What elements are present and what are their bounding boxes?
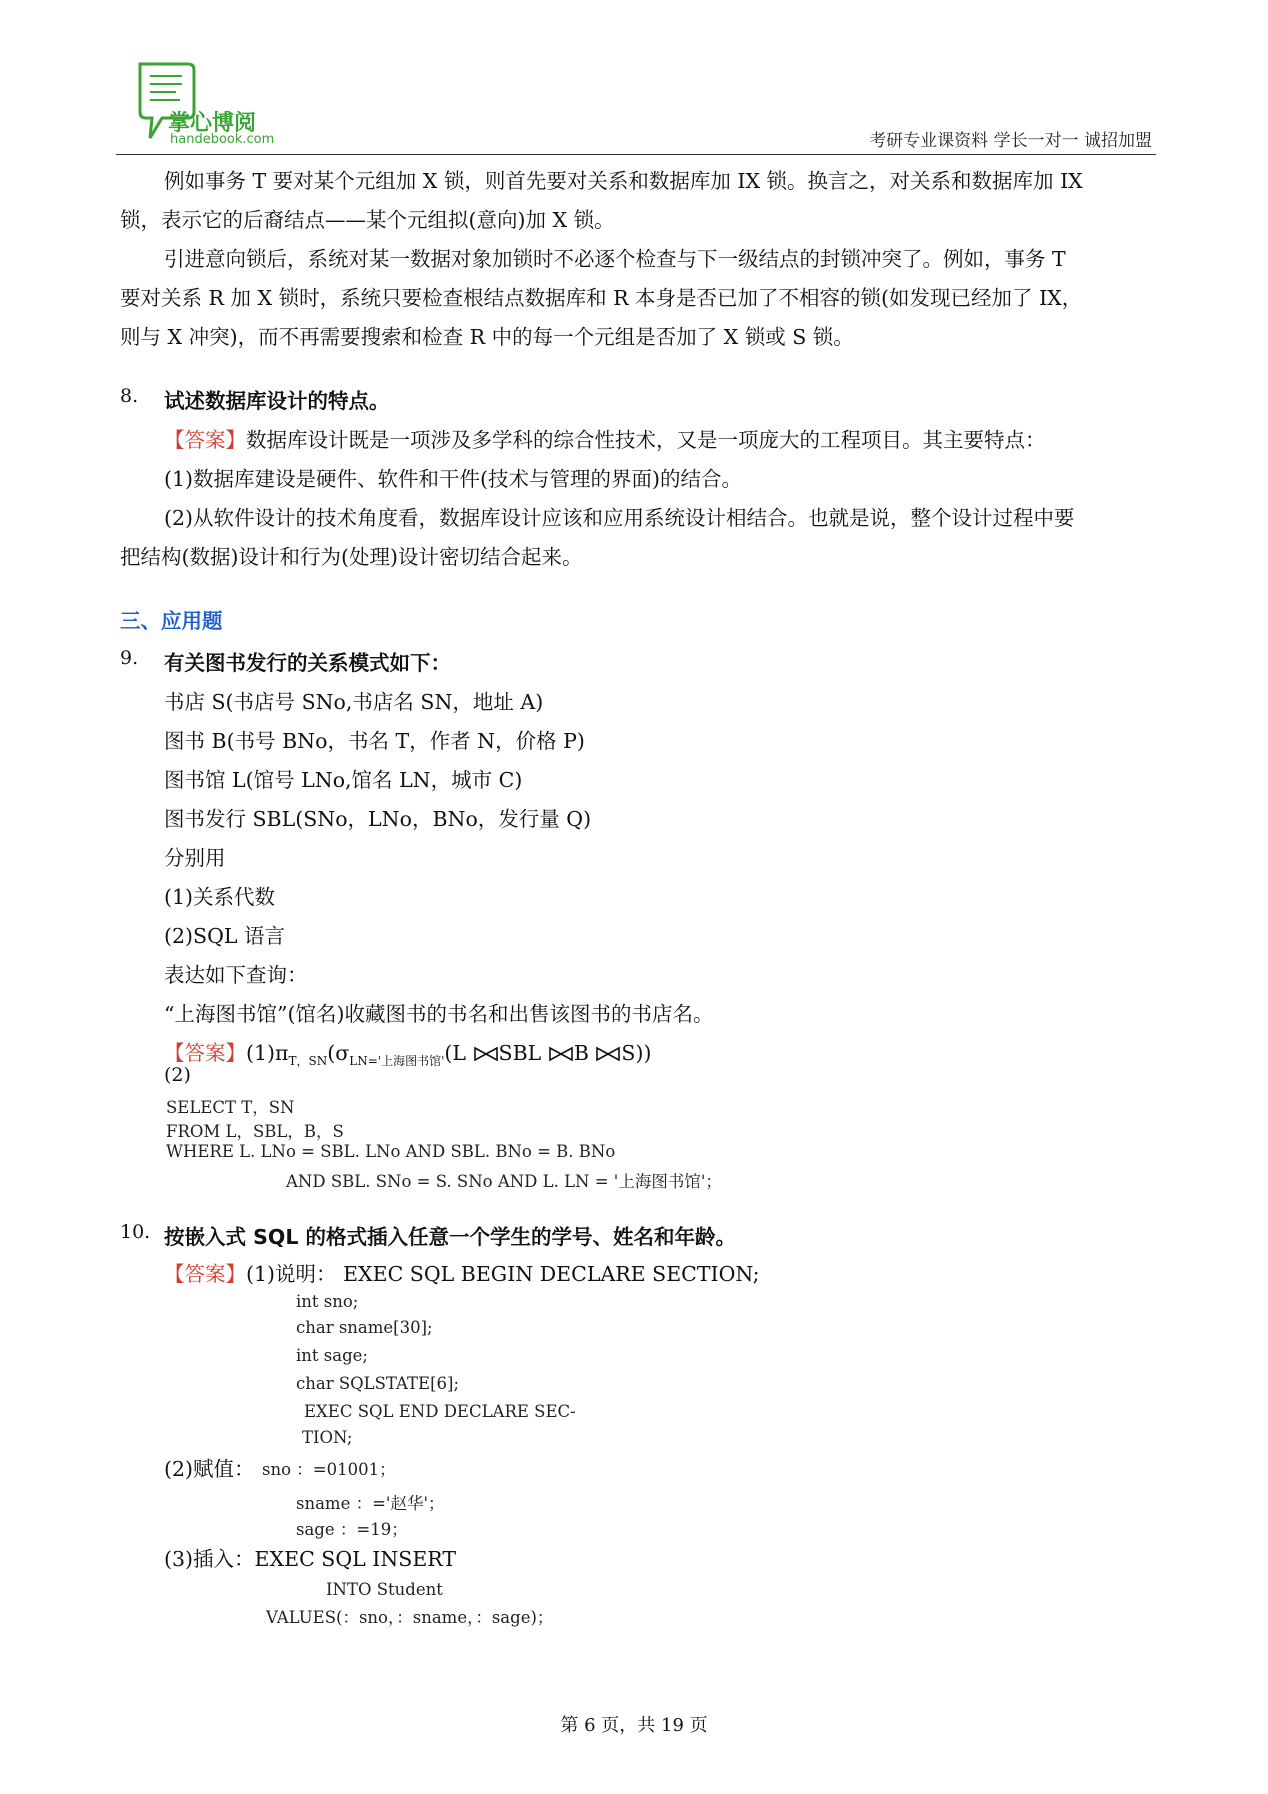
sql-line: FROM L，SBL，B，S bbox=[166, 1122, 344, 1141]
question-title: 试述数据库设计的特点。 bbox=[164, 389, 390, 413]
question-number: 8. bbox=[120, 385, 139, 407]
code-line: sno ：=01001； bbox=[262, 1460, 396, 1479]
answer-line: (2)从软件设计的技术角度看，数据库设计应该和应用系统设计相结合。也就是说，整个设计过程中要 bbox=[164, 506, 1075, 530]
logo-url: handebook.com bbox=[170, 132, 275, 147]
code-line: sage ：=19； bbox=[296, 1520, 408, 1539]
answer-label: (2)赋值： bbox=[164, 1457, 255, 1481]
header-tagline: 考研专业课资料 学长一对一 诚招加盟 bbox=[869, 131, 1152, 151]
answer-tag: 【答案】 bbox=[164, 428, 246, 452]
paragraph-line: 例如事务 T 要对某个元组加 X 锁，则首先要对关系和数据库加 IX 锁。换言之，对关系和数据库加 IX bbox=[164, 169, 1083, 193]
code-line: VALUES(：sno，：sname，：sage)； bbox=[266, 1608, 554, 1627]
code-line: TION; bbox=[302, 1428, 353, 1447]
code-line: char sname[30]; bbox=[296, 1318, 433, 1337]
question-title: 按嵌入式 SQL 的格式插入任意一个学生的学号、姓名和年龄。 bbox=[164, 1225, 737, 1249]
header-divider bbox=[116, 154, 1156, 155]
answer-tag: 【答案】 bbox=[164, 1262, 246, 1286]
question-title: 有关图书发行的关系模式如下： bbox=[164, 651, 451, 675]
sql-line: WHERE L. LNo = SBL. LNo AND SBL. BNo = B. BNo bbox=[166, 1142, 616, 1161]
code-line: int sage; bbox=[296, 1346, 368, 1365]
answer-line: 把结构(数据)设计和行为(处理)设计密切结合起来。 bbox=[120, 545, 583, 569]
schema-line: 书店 S(书店号 SNo,书店名 SN，地址 A) bbox=[164, 690, 544, 714]
question-number: 10. bbox=[120, 1221, 151, 1243]
section-heading: 三、应用题 bbox=[120, 609, 223, 633]
question-line: “上海图书馆”(馆名)收藏图书的书名和出售该图书的书店名。 bbox=[164, 1002, 714, 1026]
sql-number: (2) bbox=[164, 1064, 191, 1086]
code-line: char SQLSTATE[6]; bbox=[296, 1374, 460, 1393]
paragraph-line: 则与 X 冲突)，而不再需要搜索和检查 R 中的每一个元组是否加了 X 锁或 S 锁。 bbox=[120, 325, 854, 349]
join-icon bbox=[548, 1046, 574, 1062]
answer-line: 【答案】(1)说明： EXEC SQL BEGIN DECLARE SECTION; bbox=[164, 1262, 760, 1286]
question-line: 分别用 bbox=[164, 846, 226, 870]
schema-line: 图书发行 SBL(SNo，LNo，BNo，发行量 Q) bbox=[164, 807, 592, 831]
code-line: int sno; bbox=[296, 1292, 359, 1311]
code-line: sname ：='赵华'； bbox=[296, 1494, 445, 1513]
code-line: INTO Student bbox=[326, 1580, 443, 1599]
schema-line: 图书 B(书号 BNo，书名 T，作者 N，价格 P) bbox=[164, 729, 585, 753]
logo-name: 掌心博阅 bbox=[168, 111, 257, 136]
question-line: 表达如下查询： bbox=[164, 963, 308, 987]
answer-line: 【答案】数据库设计既是一项涉及多学科的综合性技术，又是一项庞大的工程项目。其主要特点： bbox=[164, 428, 1046, 452]
question-line: (2)SQL 语言 bbox=[164, 924, 286, 948]
relational-algebra-answer: 【答案】$(1)\pi_{T,SN}(\sigma_{LN='上海图书馆'}(L$ SBL B S)) bbox=[164, 1041, 652, 1069]
answer-label: (3)插入：EXEC SQL INSERT bbox=[164, 1547, 457, 1571]
sql-line: AND SBL. SNo = S. SNo AND L. LN = '上海图书馆'； bbox=[286, 1172, 722, 1191]
answer-line: (1)数据库建设是硬件、软件和干件(技术与管理的界面)的结合。 bbox=[164, 467, 743, 491]
page-number: 第 6 页，共 19 页 bbox=[560, 1715, 708, 1736]
question-line: (1)关系代数 bbox=[164, 885, 276, 909]
paragraph-line: 要对关系 R 加 X 锁时，系统只要检查根结点数据库和 R 本身是否已加了不相容的锁(如发现已经加了 IX， bbox=[120, 286, 1083, 310]
question-number: 9. bbox=[120, 647, 139, 669]
code-line: EXEC SQL END DECLARE SEC- bbox=[304, 1402, 576, 1421]
paragraph-line: 锁，表示它的后裔结点——某个元组拟(意向)加 X 锁。 bbox=[120, 208, 615, 232]
paragraph-line: 引进意向锁后，系统对某一数据对象加锁时不必逐个检查与下一级结点的封锁冲突了。例如，事务 T bbox=[164, 247, 1066, 271]
sql-line: SELECT T，SN bbox=[166, 1098, 295, 1117]
join-icon bbox=[473, 1046, 499, 1062]
answer-tag: 【答案】 bbox=[164, 1041, 246, 1065]
join-icon bbox=[595, 1046, 621, 1062]
schema-line: 图书馆 L(馆号 LNo,馆名 LN，城市 C) bbox=[164, 768, 523, 792]
